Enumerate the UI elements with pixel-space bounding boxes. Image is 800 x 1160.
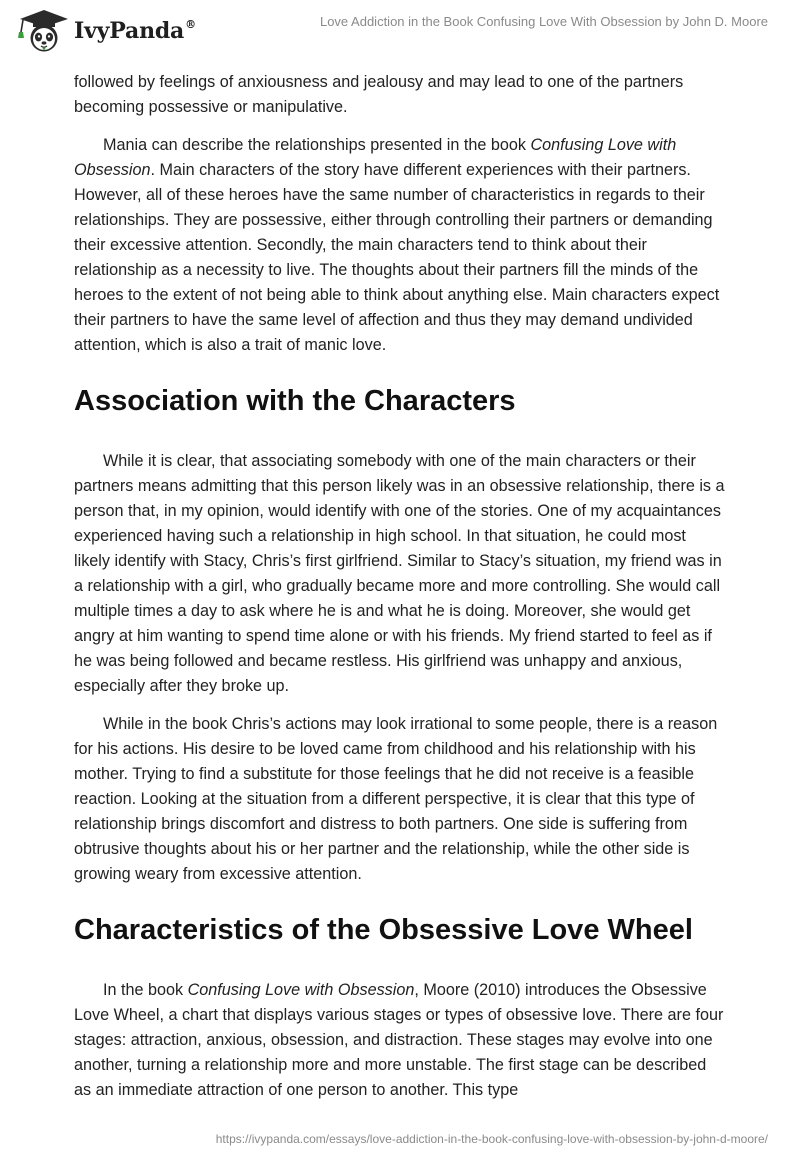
section-heading-love-wheel: Characteristics of the Obsessive Love Wheel [74, 914, 693, 946]
paragraph-mania: Mania can describe the relationships presented in the book Confusing Love with Obsession. Main characters of the story have different experiences with their partners. However, all of these heroes have the same number of characteristics in regards to their relationships. They are possessive, either through controlling their partners or demanding their excessive attention. Secondly, the main characters tend to think about their relationship as a necessity to live. The thoughts about their partners fill the minds of the heroes to the extent of not being able to think about anything else. Main characters expect their partners to have the same level of affection and thus they may demand undivided attention, which is also a trait of manic love. [74, 136, 720, 354]
page-header [0, 0, 800, 60]
document-title: Love Addiction in the Book Confusing Love With Obsession by John D. Moore [319, 14, 768, 29]
paragraph-chris-actions: While in the book Chris’s actions may look irrational to some people, there is a reason for his actions. His desire to be loved came from childhood and his relationship with his mother. Trying to find a substitute for those feelings that he did not receive is a feasible reaction. Looking at the situation from a different perspective, it is clear that this type of relationship brings discomfort and distress to both partners. One side is suffering from obtrusive thoughts about his or her partner and the relationship, while the other side is growing weary from excessive attention. [74, 715, 718, 883]
brand-name: IvyPanda® [74, 18, 196, 44]
paragraph-association: While it is clear, that associating somebody with one of the main characters or their partners means admitting that this person likely was in an obsessive relationship, there is a person that, in my opinion, would identify with one of the stories. One of my acquaintances experienced having such a relationship in high school. In that situation, he could most likely identify with Stacy, Chris’s first girlfriend. Similar to Stacy’s situation, my friend was in a relationship with a girl, who gradually became more and more controlling. She would call multiple times a day to ask where he is and what he is doing. Moreover, she would get angry at him wanting to spend time alone or with his friends. My friend started to feel as if he was being followed and became restless. His girlfriend was unhappy and anxious, especially after they broke up. [74, 452, 725, 695]
book-title-italic: Confusing Love with Obsession [74, 136, 677, 179]
registered-mark: ® [185, 18, 196, 31]
ivypanda-logo[interactable] [14, 8, 196, 54]
panda-graduation-cap-icon [14, 8, 70, 54]
essay-body [74, 70, 726, 1116]
paragraph-love-wheel: In the book Confusing Love with Obsession, Moore (2010) introduces the Obsessive Love Wheel, a chart that displays various stages or types of obsessive love. There are four stages: attraction, anxious, obsession, and distraction. These stages may evolve into one another, turning a relationship more and more unstable. The first stage can be described as an immediate attraction of one person to another. This type [74, 981, 724, 1099]
book-title-italic: Confusing Love with Obsession [187, 981, 415, 999]
source-url-link[interactable]: https://ivypanda.com/essays/love-addiction-in-the-book-confusing-love-with-obsession-by-john-d-moore/ [215, 1132, 768, 1146]
section-heading-association: Association with the Characters [74, 385, 516, 417]
paragraph-continued: followed by feelings of anxiousness and jealousy and may lead to one of the partners becoming possessive or manipulative. [74, 73, 684, 116]
